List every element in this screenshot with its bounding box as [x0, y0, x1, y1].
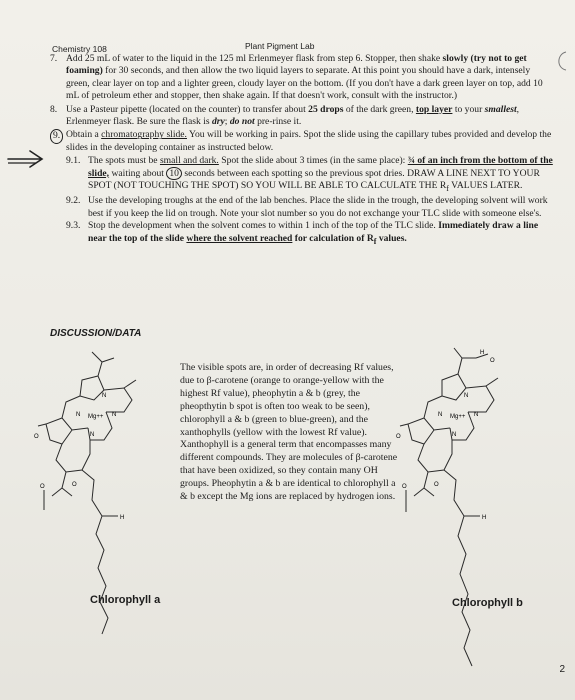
- lab-title: Plant Pigment Lab: [245, 41, 315, 51]
- step-7: 7. Add 25 mL of water to the liquid in the 125 ml Erlenmeyer flask from step 6. Stopper, then shake slowly (try not to get foaming) for 30 seconds, and then allow the two liquid layers to separate. At this point you should have a dark, intensely green, clear layer on top and a lighter green, cloudy layer on the bottom. (If you don't have a dark green layer on top, add 10 mL of petroleum ether and stopper, then shake again. If that doesn't work, consult with the instructor.): [50, 53, 543, 102]
- svg-text:O: O: [434, 482, 439, 488]
- procedure-steps: [50, 53, 555, 248]
- svg-text:O: O: [40, 484, 45, 490]
- svg-text:O: O: [396, 434, 401, 440]
- svg-text:O: O: [490, 358, 495, 364]
- svg-text:H: H: [482, 515, 487, 521]
- svg-text:H: H: [120, 515, 125, 521]
- svg-text:O: O: [34, 434, 39, 440]
- chlorophyll-a-label: Chlorophyll a: [90, 594, 161, 606]
- chlorophyll-b-label: Chlorophyll b: [452, 597, 523, 609]
- step-9-1: 9.1. The spots must be small and dark. Spot the slide about 3 times (in the same place): ¾ of an inch from the bottom of the slide, waiting about 10 seconds between each spotting so the previous spot dries. DRAW A LINE NEXT TO YOUR SPOT (NOT TOUCHING THE SPOT) SO YOU WILL BE ABLE TO CALCULATE THE $R_f$ VALUES LATER.: [66, 155, 553, 193]
- svg-text:Mg++: Mg++: [450, 414, 466, 420]
- page-number: 2: [559, 664, 565, 675]
- svg-text:O: O: [402, 484, 407, 490]
- svg-text:N: N: [112, 412, 117, 418]
- svg-text:N: N: [474, 412, 479, 418]
- svg-text:N: N: [464, 393, 469, 399]
- svg-text:O: O: [72, 482, 77, 488]
- step-9-3: 9.3. Stop the development when the solvent comes to within 1 inch of the top of the TLC slide. Immediately draw a line near the top of the slide where the solvent reached for calculation of $R_f$ values.: [66, 220, 539, 246]
- pigment-description: The visible spots are, in order of decreasing Rf values, due to β-carotene (orange to orange-yellow with the highest Rf value), pheophytin a & b (grey, the pheopthytin b spot is often too weak to be seen), chlorophyll a & b (green to blue-green), and the xanthophylls (yellow with the lowest Rf value). Xanthophyll is a general term that encompasses many different compounds. They are molecules of β-carotene that have been oxidized, so they contain many OH groups. Pheophytin a & b are identical to chlorophyll a & b except the Mg ions are replaced by hydrogen ions.: [180, 362, 398, 503]
- handwritten-arrow-icon: [6, 147, 46, 171]
- course-name: Chemistry 108: [52, 44, 107, 54]
- section-title: DISCUSSION/DATA: [50, 328, 142, 339]
- svg-text:H: H: [480, 350, 485, 356]
- binder-ring-mark: [553, 50, 569, 72]
- svg-text:Mg++: Mg++: [88, 414, 104, 420]
- step-9: 9. Obtain a chromatography slide. You will be working in pairs. Spot the slide using the capillary tubes provided and develop the slides in the developing container as instructed below.: [50, 129, 555, 154]
- step-9-2: 9.2. Use the developing troughs at the end of the lab benches. Place the slide in the trough, the developing solvent will work best if you keep the lid on trough. Note your slot number so you do not exchange your TLC slide with someone else's.: [66, 195, 548, 219]
- svg-text:N: N: [76, 412, 81, 418]
- svg-text:N: N: [90, 432, 95, 438]
- svg-text:N: N: [102, 393, 107, 399]
- svg-text:N: N: [452, 432, 457, 438]
- circled-seconds: 10: [166, 167, 182, 180]
- svg-text:N: N: [438, 412, 443, 418]
- chlorophyll-b-structure: [392, 340, 537, 680]
- step-8: 8. Use a Pasteur pipette (located on the counter) to transfer about 25 drops of the dark green, top layer to your smallest, Erlenmeyer flask. Be sure the flask is dry; do not pre-rinse it.: [50, 103, 520, 128]
